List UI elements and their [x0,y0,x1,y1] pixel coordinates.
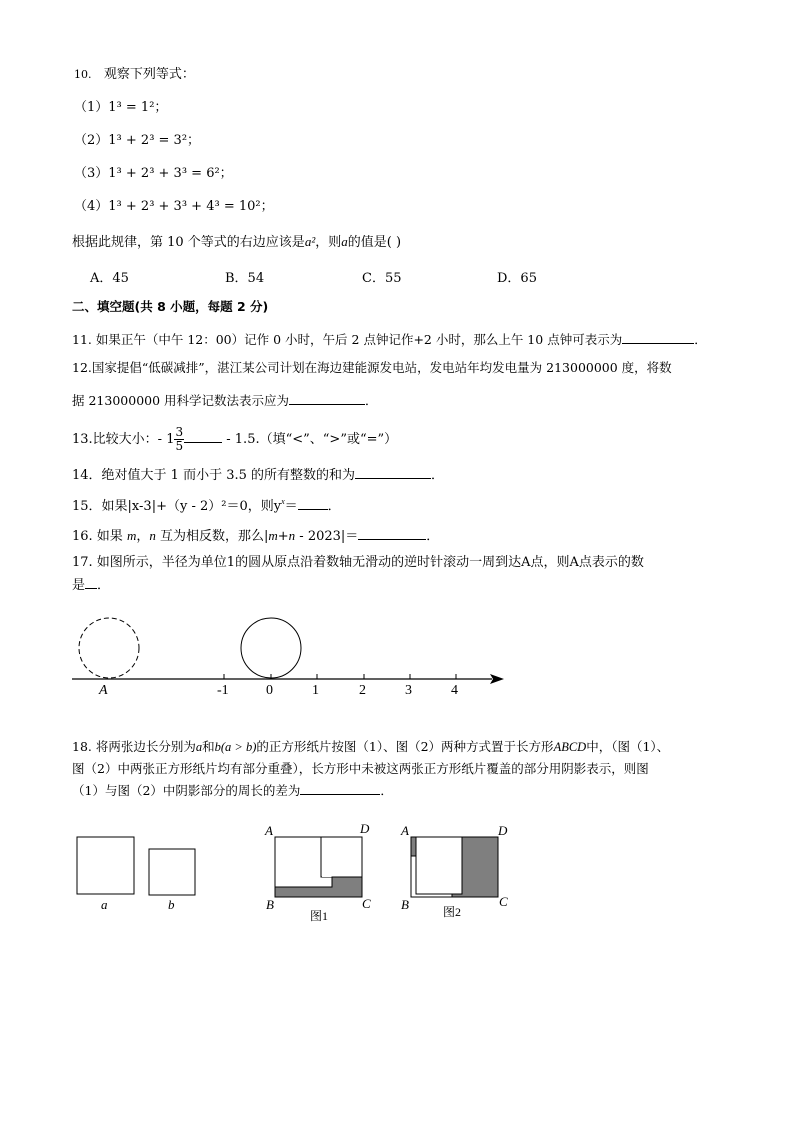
q10-question-a2: a² [304,234,316,249]
q10-eq4-text: 1³ + 2³ + 3³ + 4³ = 10²； [108,199,274,214]
q11-answer-blank[interactable] [622,331,694,344]
q16 [72,527,439,546]
q15-sup: x [281,497,285,506]
dashed-circle-a [79,618,139,678]
q17-line2 [72,576,110,595]
q17-line2-text: 是 [72,578,86,593]
q18-answer-blank[interactable] [300,782,380,795]
squares-figure [70,818,520,928]
q18-line3-text: （1）与图（2）中阴影部分的周长的差为 [72,783,301,798]
tick-label-0: 0 [266,683,273,698]
q11 [72,331,707,349]
q10-eq3-text: 1³ + 2³ + 3³ = 6²； [108,166,233,181]
q10-question [72,233,401,252]
q10-eq1-label: （1） [74,100,109,115]
q10-eq1 [74,99,167,117]
q12-line2-text: 据 213000000 用科学记数法表示应为 [72,393,290,408]
q13 [72,425,397,455]
q13-frac-num: 3 [175,425,184,439]
q14-answer-blank[interactable] [355,466,431,479]
q16-expr-n: n [288,528,296,543]
square-b [149,849,195,895]
q16-m: m [126,528,137,543]
q16-post: - 2023|＝ [295,529,359,544]
q16-n: n [149,528,156,543]
q10-stem [74,66,195,84]
q15-text: 15．如果|x-3|+（y - 2）²＝0，则y [72,499,282,514]
tick-label-2: 2 [359,683,366,698]
fig2-vertex-a: A [401,823,409,838]
fig2-vertex-d: D [498,823,508,838]
q10-eq4 [74,198,274,216]
fig2-square-a [416,837,462,894]
fig1-vertex-d: D [360,821,370,836]
fig2-caption: 图2 [443,905,462,919]
q10-question-a: a [341,234,348,249]
q16-expr-m: m [268,528,278,543]
q16-mid: 互为相反数，那么| [155,529,269,544]
q14-end: ． [431,468,445,483]
q11-end: ． [694,332,707,347]
q10-option-d[interactable]: D．65 [497,271,537,286]
q10-option-b[interactable]: B．54 [225,271,265,286]
q12-line2 [72,392,378,410]
q15-answer-blank[interactable] [298,497,328,510]
square-b-label: b [168,897,175,912]
q14-text: 14．绝对值大于 1 而小于 3.5 的所有整数的和为 [72,468,356,483]
tick-label-3: 3 [405,683,412,698]
q17-end: ． [97,578,111,593]
square-a [77,837,134,894]
tick-label-4: 4 [451,683,458,698]
q18-cond: (a > b) [220,740,257,754]
q16-plus: + [277,529,289,544]
q12-line1: 12.国家提倡“低碳减排”，湛江某公司计划在海边建能源发电站，发电站年均发电量为 213000000 度，将数 [72,360,672,375]
q17-line1: 17. 如图所示，半径为单位1的圆从原点沿着数轴无滑动的逆时针滚动一周到达A点，则A点表示的数 [72,555,644,570]
number-line-figure [60,604,520,704]
fig1-caption: 图1 [310,909,329,923]
q15 [72,497,341,516]
q18-line2: 图（2）中两张正方形纸片均有部分重叠），长方形中未被这两张正方形纸片覆盖的部分用阴影表示，则图 [72,761,649,776]
q10-stem-text: 观察下列等式： [103,67,195,82]
q10-question-mid: ，则 [315,235,342,250]
q11-text: 11. 如果正午（中午 12：00）记作 0 小时，午后 2 点钟记作+2 小时，那么上午 10 点钟可表示为 [72,332,623,347]
q16-answer-blank[interactable] [358,527,426,540]
q18-and: 和 [202,739,215,754]
q18-line1-post: 的正方形纸片按图（1）、图（2）两种方式置于长方形 [256,739,554,754]
fig2-vertex-c: C [499,894,508,909]
q13-fraction [174,426,184,453]
q17-answer-blank[interactable] [85,576,97,589]
tick-label-1: 1 [312,683,319,698]
q18-a: a [195,740,203,754]
q16-end: ． [426,529,440,544]
fig1-vertex-b: B [266,897,274,912]
q10-eq1-text: 1³ = 1²； [108,100,168,115]
solid-circle-origin [241,618,301,678]
q18-line1 [72,738,669,756]
axis-arrow-icon [490,674,504,684]
q18-line3 [72,782,393,800]
q13-frac-den: 5 [175,439,184,453]
q12-answer-blank[interactable] [289,392,365,405]
q12-end: ． [365,393,378,408]
fig2-vertex-b: B [401,897,409,912]
q10-number: 10. [74,68,92,81]
square-a-label: a [101,897,108,912]
q13-post: - 1.5.（填“<”、“>”或“=”） [226,432,398,447]
q10-eq4-label: （4） [74,199,109,214]
q16-pre: 16. 如果 [72,529,127,544]
q10-eq3 [74,165,233,183]
q13-answer-blank[interactable] [184,430,222,443]
q14 [72,466,444,485]
q18-line1-end: 中，（图（1）、 [586,739,670,754]
q10-eq3-label: （3） [74,166,109,181]
q16-comma: ， [136,529,150,544]
q10-eq2-label: （2） [74,133,109,148]
q13-pre: 13.比较大小：- 1 [72,432,175,447]
q10-question-post: 的值是( ) [347,235,402,250]
q18-b: b [214,740,221,754]
point-a-label: A [99,683,108,698]
fig1-vertex-c: C [362,896,371,911]
tick-label-minus1: -1 [217,683,229,698]
fig1-vertex-a: A [265,823,273,838]
q18-rect: ABCD [553,740,587,754]
q15-end: ． [327,499,341,514]
q18-line1-pre: 18. 将两张边长分别为 [72,739,196,754]
fig1-overlap-fill [322,838,332,877]
q10-question-pre: 根据此规律，第 10 个等式的右边应该是 [72,235,305,250]
q10-option-a[interactable]: A．45 [90,271,129,286]
q10-option-c[interactable]: C．55 [362,271,402,286]
q10-eq2-text: 1³ + 2³ = 3²； [108,133,201,148]
q15-mid: ＝ [284,499,298,514]
q10-eq2 [74,132,200,150]
section2-heading: 二、填空题(共 8 小题，每题 2 分) [72,299,269,314]
q18-end: ． [380,783,393,798]
